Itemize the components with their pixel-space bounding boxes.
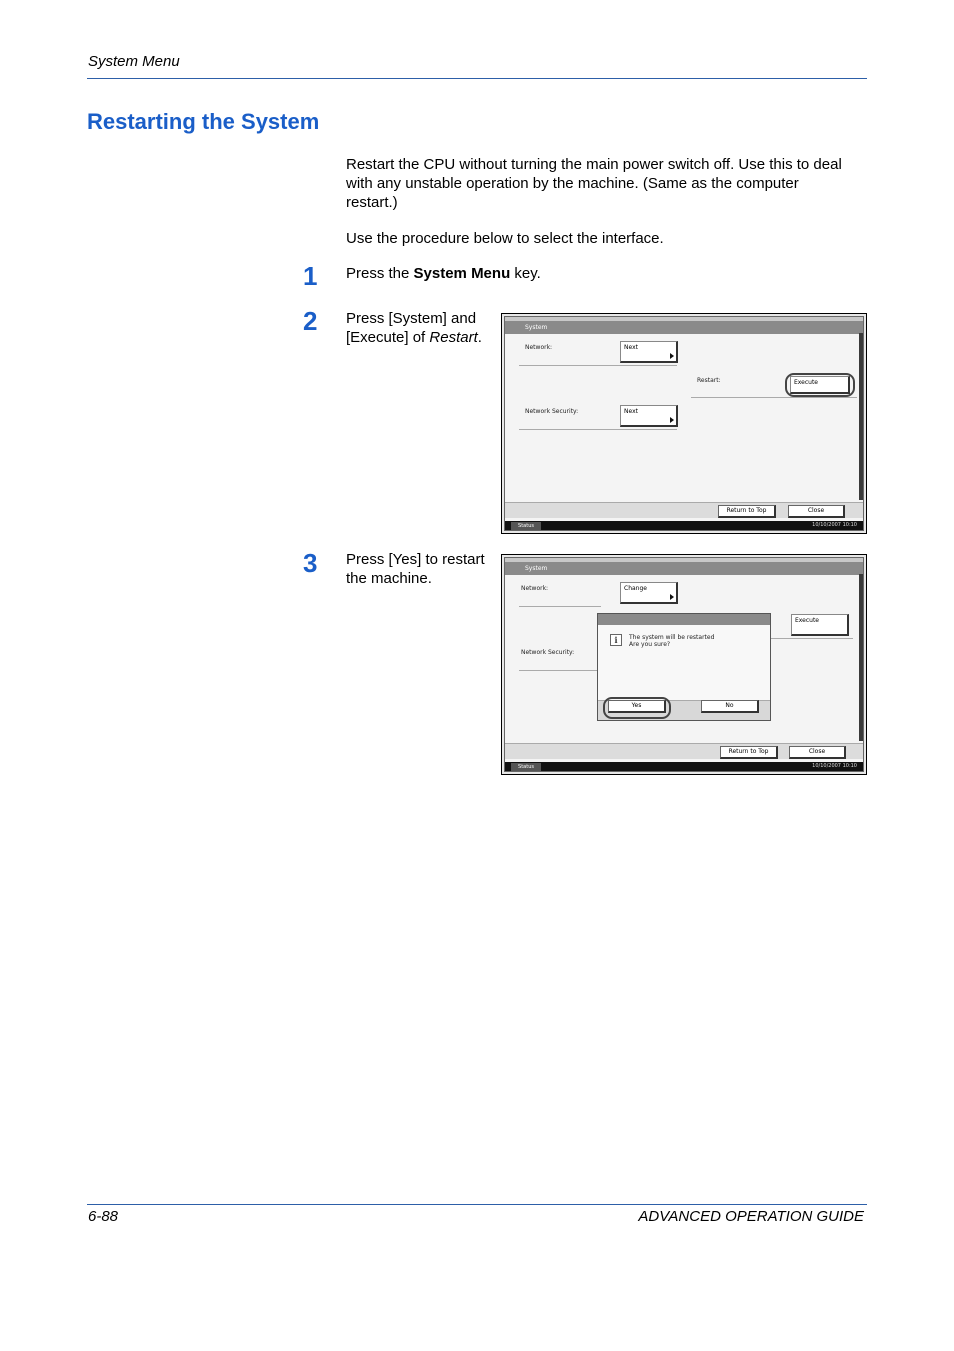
datetime: 10/10/2007 10:10 xyxy=(812,522,857,528)
footer-rule xyxy=(87,1204,867,1205)
step-number-2: 2 xyxy=(303,306,318,336)
network-security-next-button[interactable]: Next xyxy=(620,405,678,427)
dialog-message-line-2: Are you sure? xyxy=(629,641,671,648)
status-button[interactable]: Status xyxy=(511,763,541,771)
restart-execute-button[interactable]: Execute xyxy=(791,614,849,636)
page-number: 6-88 xyxy=(88,1208,119,1225)
step-3-text xyxy=(346,550,496,588)
step-2-text xyxy=(346,309,496,347)
intro-paragraph xyxy=(346,155,886,212)
no-button[interactable]: No xyxy=(701,700,759,713)
step-2-line-1: Press [System] and xyxy=(346,310,477,327)
close-button[interactable]: Close xyxy=(788,505,845,518)
panel-screenshot-1 xyxy=(501,313,867,534)
step-3-line-1: Press [Yes] to restart xyxy=(346,551,485,568)
return-to-top-button[interactable]: Return to Top xyxy=(720,746,778,759)
info-icon: i xyxy=(610,634,622,646)
arrow-right-icon xyxy=(670,353,674,359)
step-number-1: 1 xyxy=(303,261,318,291)
dialog-message-line-1: The system will be restarted xyxy=(629,634,715,641)
network-security-label: Network Security: xyxy=(521,649,575,656)
status-bar xyxy=(505,521,863,530)
tab-system[interactable]: System xyxy=(505,321,863,334)
procedure-text: Use the procedure below to select the interface. xyxy=(346,230,664,247)
intro-line-3: restart.) xyxy=(346,194,398,211)
panel-screenshot-2 xyxy=(501,554,867,775)
step-1-text xyxy=(346,264,541,283)
network-next-button[interactable]: Next xyxy=(620,341,678,363)
guide-title: ADVANCED OPERATION GUIDE xyxy=(638,1208,864,1225)
system-menu-key: System Menu xyxy=(413,265,511,282)
bottom-bar xyxy=(505,743,863,759)
network-label: Network: xyxy=(525,344,553,351)
intro-line-1: Restart the CPU without turning the main power switch off. Use this to deal xyxy=(346,156,842,173)
status-bar xyxy=(505,762,863,771)
step-2-line-2: [Execute] of Restart. xyxy=(346,329,482,346)
step-3-line-2: the machine. xyxy=(346,570,432,587)
network-change-button[interactable]: Change xyxy=(620,582,678,604)
arrow-right-icon xyxy=(670,594,674,600)
return-to-top-button[interactable]: Return to Top xyxy=(718,505,776,518)
close-button[interactable]: Close xyxy=(789,746,846,759)
page-title: Restarting the System xyxy=(87,109,320,134)
status-button[interactable]: Status xyxy=(511,522,541,530)
network-label: Network: xyxy=(521,585,549,592)
running-header: System Menu xyxy=(88,53,180,70)
tab-system[interactable]: System xyxy=(505,562,863,575)
bottom-bar xyxy=(505,502,863,518)
restart-execute-button[interactable]: Execute xyxy=(790,376,850,394)
datetime: 10/10/2007 10:10 xyxy=(812,763,857,769)
yes-button[interactable]: Yes xyxy=(608,700,666,713)
step-1-pre: Press the xyxy=(346,265,414,282)
step-number-3: 3 xyxy=(303,548,318,578)
arrow-right-icon xyxy=(670,417,674,423)
confirm-dialog xyxy=(597,613,771,721)
step-1-post: key. xyxy=(510,265,541,282)
intro-line-2: with any unstable operation by the machine. (Same as the computer xyxy=(346,175,799,192)
restart-label: Restart: xyxy=(697,377,721,384)
header-rule xyxy=(87,78,867,79)
network-security-label: Network Security: xyxy=(525,408,579,415)
